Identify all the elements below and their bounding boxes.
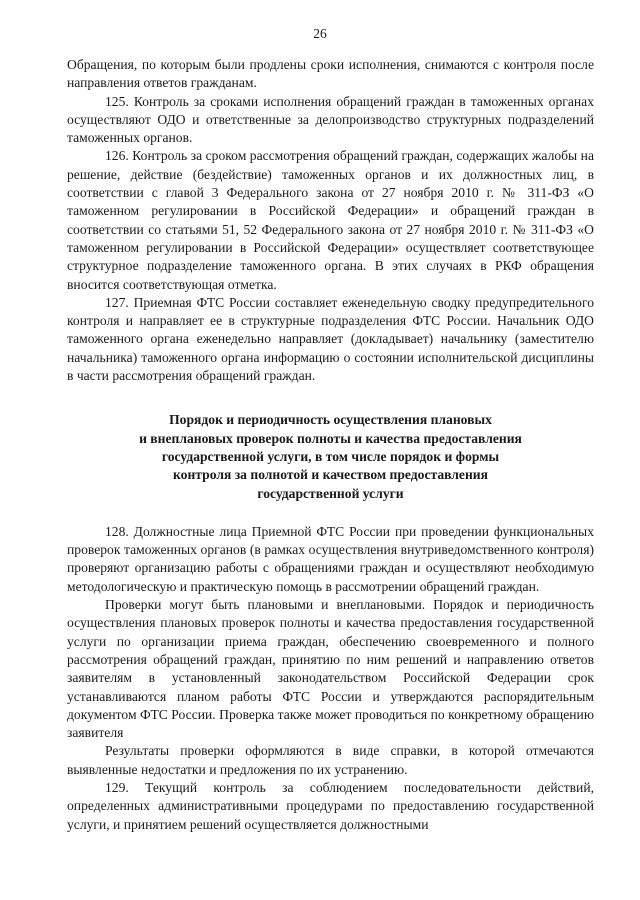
paragraph-127: 127. Приемная ФТС России составляет еженедельную сводку предупредительного контроля и направляет ее в структурные подразделения ФТС России. Начальник ОДО таможенного органа еженедельно направляет (докладывает) начальнику (заместителю начальника) таможенного органа информацию о состоянии исполнительской дисциплины в части рассмотрения обращений граждан. [67,294,594,384]
paragraph-inspections: Проверки могут быть плановыми и внеплановыми. Порядок и периодичность осуществления плановых проверок полноты и качества предоставления государственной услуги по организации приема граждан, обеспечению своевременного и полного рассмотрения обращений граждан, принятию по ним решений и направлению ответов заявителям в установленный законодательством Российской Федерации срок устанавливаются планом работы ФТС России и утверждаются распорядительным документом ФТС России. Проверка также может проводиться по конкретному обращению заявителя [67,597,594,741]
paragraph-126: 126. Контроль за сроком рассмотрения обращений граждан, содержащих жалобы на решение, действие (бездействие) таможенных органов и их должностных лиц, в соответствии с главой 3 Федерального закона от 27 ноября 2010 г. № 311-ФЗ «О таможенном регулировании в Российской Федерации» и обращений граждан в соответствии со статьями 51, 52 Федерального закона от 27 ноября 2010 г. № 311-ФЗ «О таможенном регулировании в Российской Федерации» осуществляет соответствующее структурное подразделение таможенного органа. В этих случаях в РКФ обращения вносится соответствующая отметка. [67,148,594,292]
document-body [67,56,594,834]
paragraph-125: 125. Контроль за сроками исполнения обращений граждан в таможенных органах осуществляют ОДО и ответственные за делопроизводство структурных подразделений таможенных органов. [67,93,594,146]
section-heading [67,411,594,502]
section-heading-line: Порядок и периодичность осуществления плановых [169,412,492,428]
section-heading-line: государственной услуги, в том числе порядок и формы [161,448,500,464]
section-heading-line: государственной услуги [257,485,404,501]
section-heading-line: контроля за полнотой и качеством предоставления [173,467,488,483]
page-number: 26 [313,26,327,41]
paragraph-128: 128. Должностные лица Приемной ФТС России при проведении функциональных проверок таможенных органов (в рамках осуществления внутриведомственного контроля) проверяют организацию работы с обращениями граждан и осуществляют необходимую методологическую и практическую помощь в рассмотрении обращений граждан. [67,523,594,594]
paragraph-129: 129. Текущий контроль за соблюдением последовательности действий, определенных административными процедурами по предоставлению государственной услуги, и принятием решений осуществляется должностными [67,779,594,832]
paragraph-inspection-results: Результаты проверки оформляются в виде справки, в которой отмечаются выявленные недостатки и предложения по их устранению. [67,743,594,777]
section-heading-line: и внеплановых проверок полноты и качества предоставления [139,430,522,446]
paragraph-appeals-extended: Обращения, по которым были продлены сроки исполнения, снимаются с контроля после направления ответов гражданам. [67,57,594,91]
